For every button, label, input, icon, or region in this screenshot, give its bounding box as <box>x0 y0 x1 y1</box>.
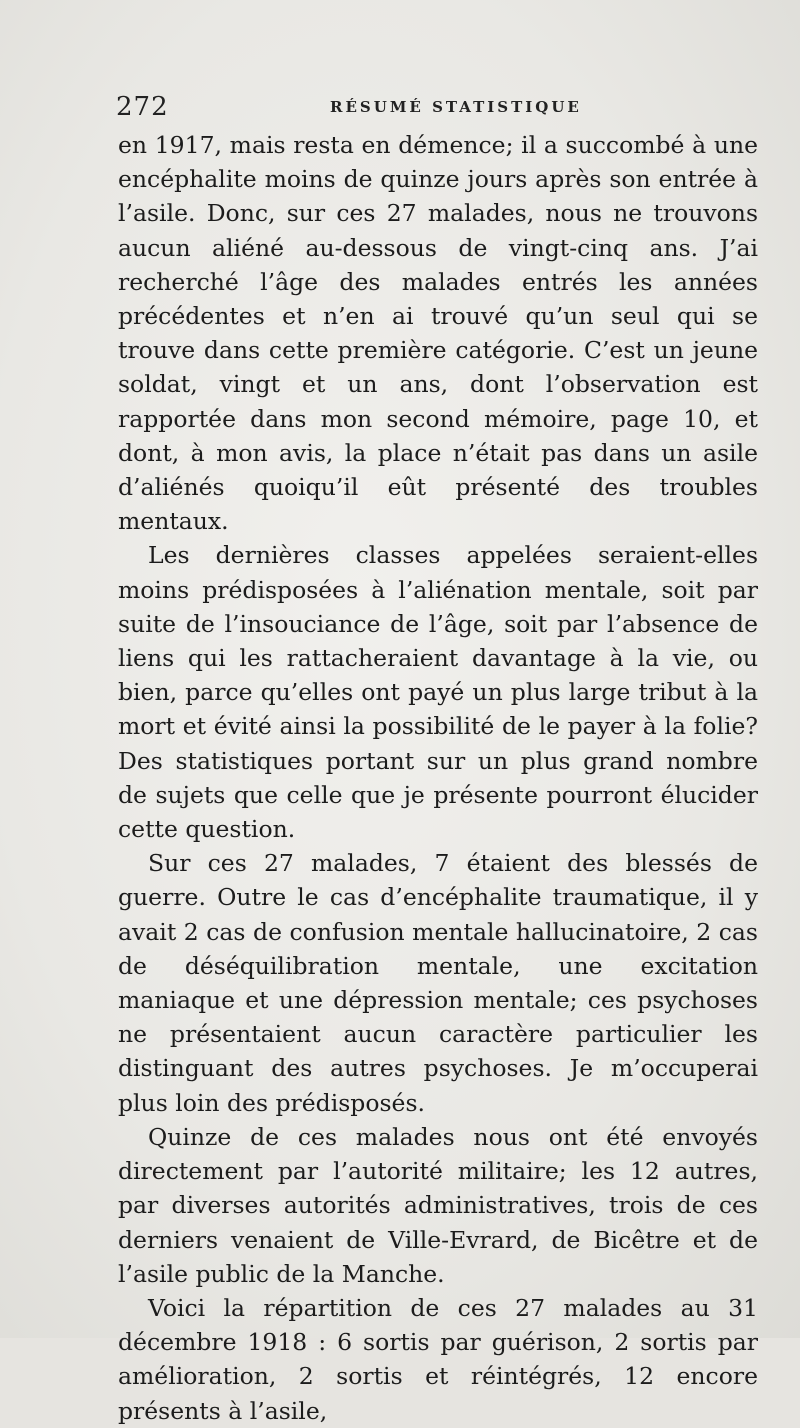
running-title: RÉSUMÉ STATISTIQUE <box>330 98 582 116</box>
paragraph: Voici la répartition de ces 27 malades au 31 décembre 1918 : 6 sortis par guérison, 2 sortis par amélioration, 2 sortis et réintégrés, 12 encore présents à l’asile, <box>118 1293 758 1425</box>
paragraph: Quinze de ces malades nous ont été envoyés directement par l’autorité militaire; les 12 autres, par diverses autorités administratives, trois de ces derniers venaient de Ville-Evrard, de Bicêtre et de l’asile public de la Manche. <box>118 1122 758 1288</box>
body-text <box>118 128 758 1428</box>
paragraph-continued: en 1917, mais resta en démence; il a succombé à une encéphalite moins de quinze jours après son entrée à l’asile. Donc, sur ces 27 malades, nous ne trouvons aucun aliéné au-dessous de vingt-cinq ans. J’ai recherché l’âge des malades entrés les années précédentes et n’en ai trouvé qu’un seul qui se trouve dans cette première catégorie. C’est un jeune soldat, vingt et un ans, dont l’observation est rapportée dans mon second mémoire, page 10, et dont, à mon avis, la place n’était pas dans un asile d’aliénés quoiqu’il eût présenté des troubles mentaux. <box>118 131 758 536</box>
page-number: 272 <box>116 92 169 122</box>
paragraph: Sur ces 27 malades, 7 étaient des blessés de guerre. Outre le cas d’encéphalite traumatique, il y avait 2 cas de confusion mentale hallucinatoire, 2 cas de déséquilibration mentale, une excitation maniaque et une dépression mentale; ces psychoses ne présentaient aucun caractère particulier les distinguant des autres psychoses. Je m’occuperai plus loin des prédisposés. <box>118 849 758 1117</box>
page-header <box>116 92 756 122</box>
paragraph: Les dernières classes appelées seraient-elles moins prédisposées à l’aliénation mentale, soit par suite de l’insouciance de l’âge, soit par l’absence de liens qui les rattacheraient davantage à la vie, ou bien, parce qu’elles ont payé un plus large tribut à la mort et évité ainsi la possibilité de le payer à la folie? Des statistiques portant sur un plus grand nombre de sujets que celle que je présente pourront élucider cette question. <box>118 541 758 844</box>
